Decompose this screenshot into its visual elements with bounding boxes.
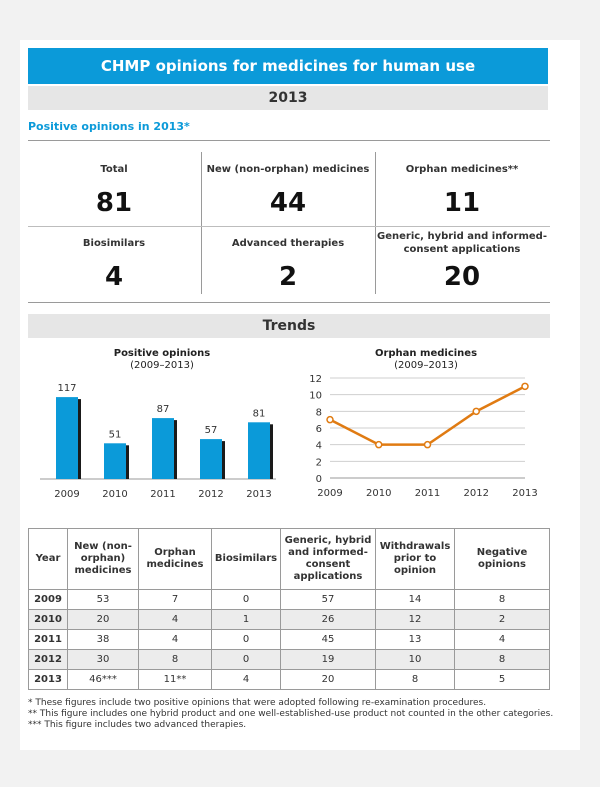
x-tick-label: 2012 [463, 488, 489, 499]
y-tick-label: 6 [315, 424, 322, 435]
footnote: ** This figure includes one hybrid product and one well-established-use product not counted in the other categories. [28, 709, 554, 719]
bar-chart [40, 378, 280, 503]
col-year: Year [29, 529, 68, 590]
table-cell: 10 [376, 650, 455, 670]
footnote: *** This figure includes two advanced therapies. [28, 720, 247, 730]
table-cell: 4 [455, 630, 550, 650]
bar [200, 439, 222, 479]
table-cell: 4 [139, 610, 212, 630]
table-cell: 46*** [68, 670, 139, 690]
bar-chart-title-block [62, 348, 262, 372]
stat-total [28, 154, 200, 218]
table-cell: 2009 [29, 590, 68, 610]
x-tick-label: 2013 [246, 489, 272, 500]
table-cell: 38 [68, 630, 139, 650]
table-cell: 57 [281, 590, 376, 610]
col-negative-opinions: Negative opinions [455, 529, 550, 590]
table-cell: 20 [68, 610, 139, 630]
table-cell: 8 [376, 670, 455, 690]
bar-chart-title: Positive opinions [113, 348, 211, 359]
bar-chart-subtitle: (2009–2013) [130, 360, 194, 371]
positive-opinions-heading: Positive opinions in 2013* [28, 120, 190, 133]
stat-value: 20 [443, 262, 481, 292]
y-tick-label: 0 [315, 474, 322, 485]
year-heading: 2013 [28, 86, 548, 110]
bar-data-label: 117 [57, 383, 77, 395]
table-cell: 0 [212, 630, 281, 650]
bar-data-label: 81 [252, 408, 266, 420]
table-cell: 2013 [29, 670, 68, 690]
stat-label: Advanced therapies [231, 237, 345, 249]
table-cell: 14 [376, 590, 455, 610]
stat-label: Total [100, 163, 128, 175]
x-tick-label: 2009 [317, 488, 343, 499]
table-cell: 2010 [29, 610, 68, 630]
data-point [522, 383, 528, 389]
table-cell: 13 [376, 630, 455, 650]
x-tick-label: 2011 [414, 488, 441, 499]
stat-value: 44 [269, 188, 307, 218]
y-tick-label: 8 [315, 407, 322, 419]
stat-value: 4 [104, 262, 124, 292]
stat-value: 2 [278, 262, 298, 292]
table-cell: 4 [139, 630, 212, 650]
table-cell: 53 [68, 590, 139, 610]
table-cell: 7 [139, 590, 212, 610]
stat-orphan-medicines [376, 154, 548, 218]
x-tick-label: 2010 [366, 488, 392, 499]
table-cell: 26 [281, 610, 376, 630]
stat-advanced-therapies [202, 228, 374, 292]
table-cell: 0 [212, 590, 281, 610]
table-row [29, 610, 550, 630]
table-row [29, 630, 550, 650]
y-tick-label: 12 [309, 374, 322, 385]
footnote: * These figures include two positive opinions that were adopted following re-examination procedures. [28, 698, 487, 708]
bar-data-label: 51 [108, 429, 122, 441]
x-tick-label: 2012 [198, 489, 224, 500]
stat-value: 11 [443, 188, 481, 218]
table-cell: 5 [455, 670, 550, 690]
bar-data-label: 57 [204, 425, 218, 437]
col-new-medicines: New (non-orphan) medicines [68, 529, 139, 590]
x-tick-label: 2010 [102, 489, 128, 500]
table-cell: 12 [376, 610, 455, 630]
col-generic-hybrid: Generic, hybrid and informed-consent applications [281, 529, 376, 590]
bar [56, 397, 78, 479]
stat-label: New (non-orphan) medicines [206, 163, 370, 175]
data-point [473, 408, 479, 414]
table-cell: 1 [212, 610, 281, 630]
line-chart-title: Orphan medicines [374, 348, 478, 359]
page-title: CHMP opinions for medicines for human use [28, 48, 548, 84]
footnotes [28, 698, 553, 731]
stat-biosimilars [28, 228, 200, 292]
table-header-row [29, 529, 550, 590]
y-tick-label: 2 [315, 457, 322, 469]
data-point [376, 442, 382, 448]
bar [248, 422, 270, 479]
table-row [29, 590, 550, 610]
table-cell: 20 [281, 670, 376, 690]
bar [152, 418, 174, 479]
x-tick-label: 2009 [54, 489, 80, 500]
stat-value: 81 [95, 188, 133, 218]
divider-mid [28, 226, 550, 227]
bar [104, 443, 126, 479]
stat-label: Orphan medicines** [405, 163, 519, 175]
divider-top [28, 140, 550, 141]
table-row [29, 650, 550, 670]
table-cell: 19 [281, 650, 376, 670]
table-cell: 11** [139, 670, 212, 690]
table-cell: 8 [455, 590, 550, 610]
table-cell: 0 [212, 650, 281, 670]
stat-new-medicines [202, 154, 374, 218]
divider-bottom [28, 302, 550, 303]
table-cell: 45 [281, 630, 376, 650]
y-tick-label: 4 [315, 440, 322, 452]
stat-generic-hybrid [376, 228, 548, 292]
table-row [29, 670, 550, 690]
col-biosimilars: Biosimilars [212, 529, 281, 590]
stat-label: Biosimilars [82, 237, 146, 249]
stat-label: Generic, hybrid and informed-consent applications [377, 231, 547, 255]
data-point [327, 417, 333, 423]
line-chart-title-block [326, 348, 526, 372]
trends-table [28, 528, 550, 690]
trends-heading: Trends [28, 314, 550, 338]
x-tick-label: 2013 [512, 488, 538, 499]
y-tick-label: 10 [309, 390, 322, 402]
table-cell: 30 [68, 650, 139, 670]
line-chart-subtitle: (2009–2013) [394, 360, 458, 371]
line-chart [300, 370, 545, 503]
col-withdrawals: Withdrawals prior to opinion [376, 529, 455, 590]
bar-data-label: 87 [156, 404, 170, 416]
table-cell: 2 [455, 610, 550, 630]
col-orphan-medicines: Orphan medicines [139, 529, 212, 590]
data-point [425, 442, 431, 448]
table-cell: 4 [212, 670, 281, 690]
table-cell: 2011 [29, 630, 68, 650]
table-cell: 2012 [29, 650, 68, 670]
table-cell: 8 [455, 650, 550, 670]
x-tick-label: 2011 [150, 489, 176, 500]
table-cell: 8 [139, 650, 212, 670]
